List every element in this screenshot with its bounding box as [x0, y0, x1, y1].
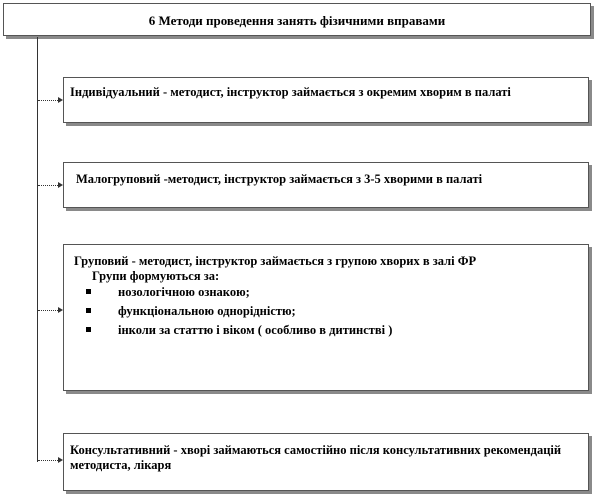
connector-individual — [38, 100, 60, 101]
bullet-icon — [86, 289, 91, 294]
list-item: функціональною однорідністю; — [74, 304, 582, 319]
group-sub-heading: Групи формуються за: — [92, 269, 220, 283]
method-individual-box — [63, 77, 589, 123]
list-item: нозологічною ознакою; — [74, 285, 582, 300]
method-name: Малогруповий — [76, 172, 161, 186]
method-name: Індивідуальний — [70, 85, 160, 99]
method-description: - хворі займаються самостійно після консультативних рекомендацій методиста, лікаря — [70, 443, 562, 472]
method-description: -методист, інструктор займається з 3-5 хворими в палаті — [160, 172, 483, 186]
bullet-icon — [86, 308, 91, 313]
method-description: - методист, інструктор займається з групою хворих в залі ФР — [128, 254, 477, 268]
group-criteria-list — [74, 285, 582, 338]
page-title: 6 Методи проведення занять фізичними вправами — [3, 3, 591, 36]
method-name: Груповий — [74, 254, 129, 268]
method-name: Консультативний — [70, 443, 171, 457]
bullet-icon — [86, 327, 91, 332]
method-small-group-box — [63, 162, 589, 208]
list-item: інколи за статтю і віком ( особливо в дитинстві ) — [74, 323, 582, 338]
connector-small-group — [38, 185, 60, 186]
method-consultative-box — [63, 433, 589, 491]
connector-consultative — [38, 460, 60, 461]
connector-group — [38, 310, 60, 311]
method-group-box — [63, 244, 589, 391]
method-description: - методист, інструктор займається з окремим хворим в палаті — [159, 85, 511, 99]
